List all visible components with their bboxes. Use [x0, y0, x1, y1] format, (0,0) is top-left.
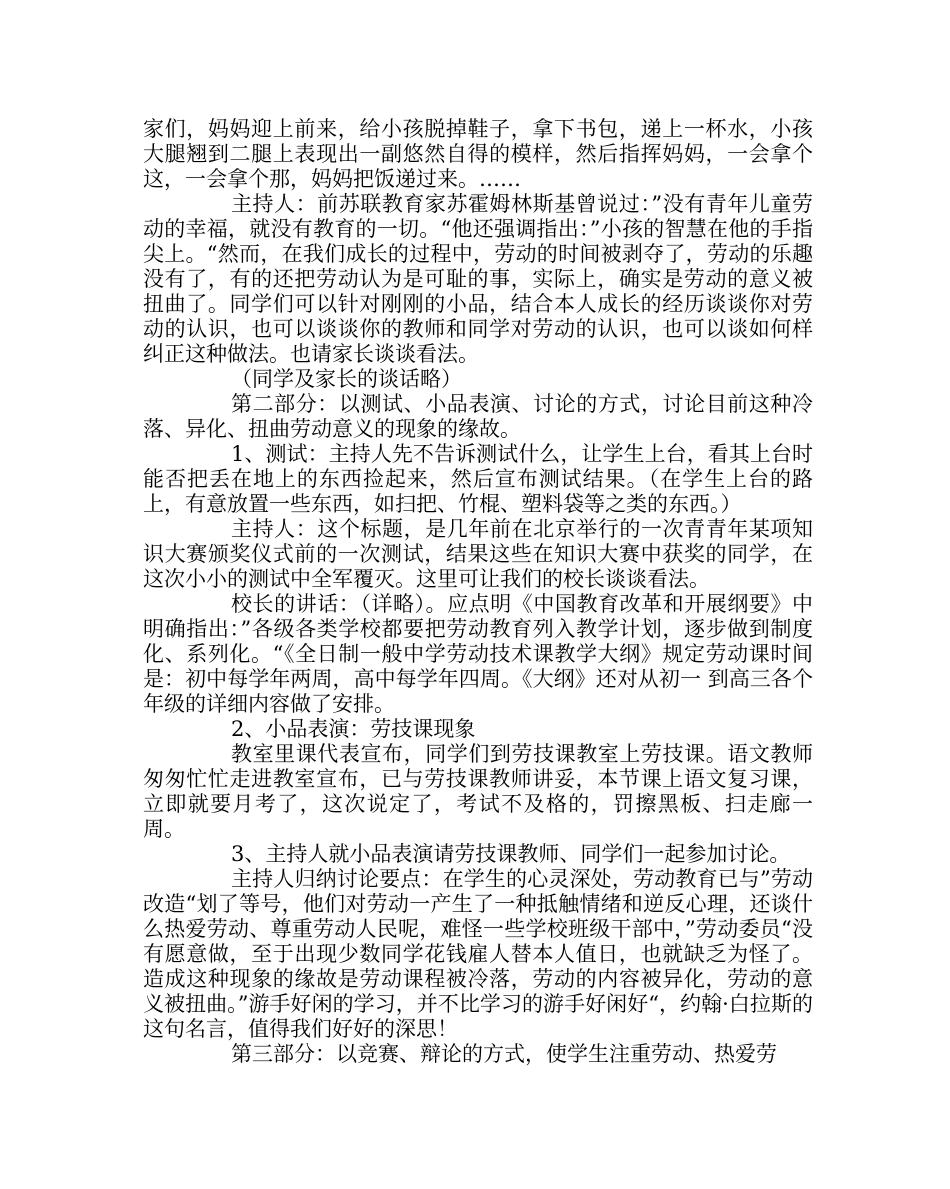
paragraph-6: 主持人：这个标题，是几年前在北京举行的一次青青年某项知识大赛颁奖仪式前的一次测试，结果这些在知识大赛中获奖的同学，在这次小小的测试中全军覆灭。这里可让我们的校长谈谈看法。 [143, 517, 813, 591]
document-body [143, 117, 813, 1067]
paragraph-9: 教室里课代表宣布，同学们到劳技课教室上劳技课。语文教师匆匆忙忙走进教室宣布，已与劳技课教师讲妥，本节课上语文复习课，立即就要月考了，这次说定了，考试不及格的，罚擦黑板、扫走廊一周。 [143, 742, 813, 841]
paragraph-2: 主持人：前苏联教育家苏霍姆林斯基曾说过：”没有青年儿童劳动的幸福，就没有教育的一切。“他还强调指出：”小孩的智慧在他的手指尖上。“然而，在我们成长的过程中，劳动的时间被剥夺了，劳动的乐趣没有了，有的还把劳动认为是可耻的事，实际上，确实是劳动的意义被扭曲了。同学们可以针对刚刚的小品，结合本人成长的经历谈谈你对劳动的认识，也可以谈谈你的教师和同学对劳动的认识，也可以谈如何样纠正这种做法。也请家长谈谈看法。 [143, 192, 813, 366]
paragraph-10: 3、主持人就小品表演请劳技课教师、同学们一起参加讨论。 [231, 842, 791, 866]
paragraph-12: 第三部分：以竞赛、辩论的方式，使学生注重劳动、热爱劳 [231, 1042, 777, 1066]
paragraph-4: 第二部分：以测试、小品表演、讨论的方式，讨论目前这种冷落、异化、扭曲劳动意义的现象的缘故。 [143, 392, 813, 441]
paragraph-5: 1、测试：主持人先不告诉测试什么，让学生上台，看其上台时能否把丢在地上的东西捡起来，然后宣布测试结果。（在学生上台的路上，有意放置一些东西，如扫把、竹棍、塑料袋等之类的东西。） [143, 442, 813, 516]
paragraph-7: 校长的讲话：（详略）。应点明《中国教育改革和开展纲要》中明确指出：”各级各类学校都要把劳动教育列入教学计划，逐步做到制度化、系列化。“《全日制一般中学劳动技术课教学大纲》规定劳动课时间是：初中每学年两周，高中每学年四周。《大纲》还对从初一 到高三各个年级的详细内容做了安排。 [143, 592, 813, 716]
paragraph-8: 2、小品表演：劳技课现象 [231, 717, 476, 741]
paragraph-11: 主持人归纳讨论要点：在学生的心灵深处，劳动教育已与”劳动改造“划了等号，他们对劳动一产生了一种抵触情绪和逆反心理，还谈什么热爱劳动、尊重劳动人民呢，难怪一些学校班级干部中，”劳动委员“没有愿意做，至于出现少数同学花钱雇人替本人值日，也就缺乏为怪了。造成这种现象的缘故是劳动课程被冷落，劳动的内容被异化，劳动的意义被扭曲。”游手好闲的学习，并不比学习的游手好闲好“，约翰·白拉斯的这句名言，值得我们好好的深思！ [143, 867, 813, 1041]
paragraph-1: 家们，妈妈迎上前来，给小孩脱掉鞋子，拿下书包，递上一杯水，小孩大腿翘到二腿上表现出一副悠然自得的模样，然后指挥妈妈，一会拿个这，一会拿个那，妈妈把饭递过来。…… [143, 117, 813, 191]
paragraph-3: （同学及家长的谈话略） [231, 367, 462, 391]
